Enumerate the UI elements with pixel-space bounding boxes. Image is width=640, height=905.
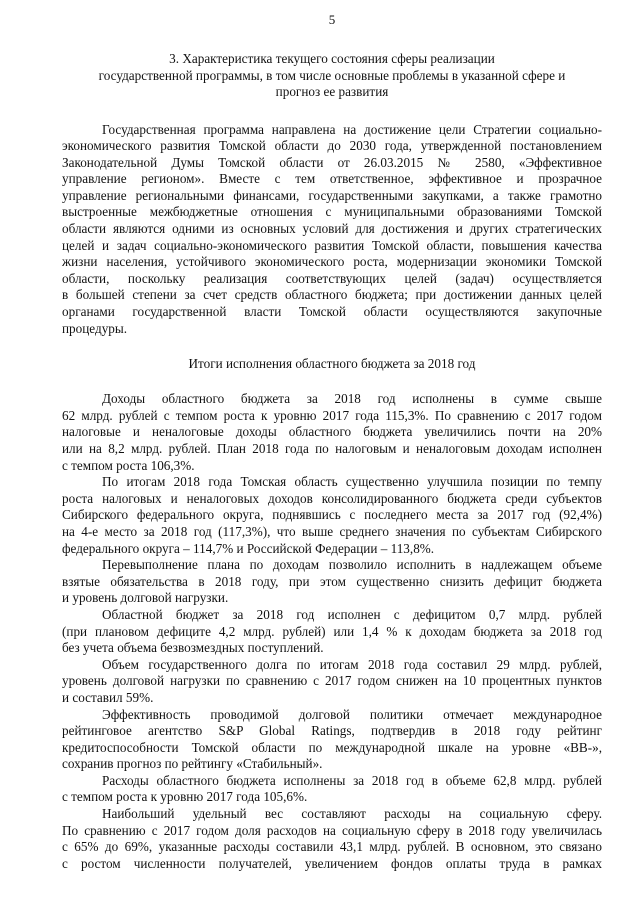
text-line: области являются одними из основных условий для достижения и других стратегических — [62, 221, 602, 237]
paragraph-debt — [62, 657, 602, 707]
text-line: с 65% до 69%, указанные расходы составили 43,1 млрд. рублей. В основном, это связано — [62, 839, 602, 855]
document-page — [62, 0, 602, 872]
section-heading-line: 3. Характеристика текущего состояния сферы реализации — [169, 51, 495, 66]
text-line: Сибирского федерального округа, поднявшись с последнего места за 2017 год (92,4%) — [62, 507, 602, 523]
text-line: жизни населения, устойчивого экономического роста, модернизации экономики Томской — [62, 254, 602, 270]
text-line: и уровень долговой нагрузки. — [62, 590, 229, 606]
text-line: Объем государственного долга по итогам 2018 года составил 29 млрд. рублей, — [102, 656, 602, 672]
text-line: 62 млрд. рублей с темпом роста к уровню 2017 года 115,3%. По сравнению с 2017 годом — [62, 407, 602, 423]
text-line: в большей степени за счет средств областного бюджета; при достижении данных целей — [62, 287, 602, 303]
text-line: с темпом роста к уровню 2017 года 105,6%. — [62, 789, 308, 805]
text-line: Расходы областного бюджета исполнены за 2018 год в объеме 62,8 млрд. рублей — [102, 772, 602, 788]
text-line: экономического развития Томской области до 2030 года, утвержденной постановлением — [62, 138, 602, 154]
text-line: на 4-е место за 2018 год (117,3%), что выше среднего значения по субъектам Сибирского — [62, 523, 602, 539]
text-line: рейтинговое агентство S&P Global Ratings, подтвердив в 2018 году рейтинг — [62, 723, 602, 739]
text-line: налоговые и неналоговые доходы областного бюджета увеличились почти на 20% — [62, 424, 602, 440]
text-line: По сравнению с 2017 годом доля расходов на социальную сферу в 2018 году увеличилась — [62, 822, 602, 838]
text-line: роста налоговых и неналоговых доходов консолидированного бюджета среди субъектов — [62, 490, 602, 506]
page-number: 5 — [328, 12, 336, 27]
text-line: управление региональными финансами, государственными закупками, а также грамотно — [62, 187, 602, 203]
text-line: Доходы областного бюджета за 2018 год исполнены в сумме свыше — [102, 391, 602, 407]
paragraph-overfulfillment — [62, 557, 602, 607]
text-line: кредитоспособности Томской области по международной шкале на уровне «ВВ-», — [62, 739, 602, 755]
text-line: По итогам 2018 года Томская область существенно улучшила позиции по темпу — [102, 474, 602, 490]
text-line: Перевыполнение плана по доходам позволило исполнить в надлежащем объеме — [102, 557, 602, 573]
text-line: (при плановом дефиците 4,2 млрд. рублей) или 1,4 % к доходам бюджета за 2018 год — [62, 623, 602, 639]
budget-results-subheading: Итоги исполнения областного бюджета за 2018 год — [188, 356, 476, 372]
section-heading — [62, 51, 602, 101]
section-heading-line: государственной программы, в том числе основные проблемы в указанной сфере и — [98, 67, 566, 83]
paragraph-expenses — [62, 773, 602, 806]
text-line: Наибольший удельный вес составляют расходы на социальную сферу. — [102, 806, 602, 822]
text-line: взятые обязательства в 2018 году, при этом существенно снизить дефицит бюджета — [62, 573, 602, 589]
text-line: Государственная программа направлена на достижение цели Стратегии социально- — [102, 121, 602, 137]
text-line: целей и задач социально-экономического развития Томской области, повышения качества — [62, 237, 602, 253]
text-line: сохранив прогноз по рейтингу «Стабильный». — [62, 756, 323, 772]
text-line: процедуры. — [62, 320, 128, 336]
paragraph-rating — [62, 707, 602, 773]
paragraph-deficit — [62, 607, 602, 657]
text-line: Областной бюджет за 2018 год исполнен с дефицитом 0,7 млрд. рублей — [102, 606, 602, 622]
text-line: или на 8,2 млрд. рублей. План 2018 года по налоговым и неналоговым доходам исполнен — [62, 441, 602, 456]
text-line: Эффективность проводимой долговой политики отмечает международное — [102, 706, 602, 722]
text-line: уровень долговой нагрузки по сравнению с 2017 годом снижен на 10 процентных пунктов — [62, 673, 602, 689]
section-heading-line: прогноз ее развития — [275, 84, 389, 99]
text-line: управление регионом». Вместе с тем ответственное, эффективное и прозрачное — [62, 171, 602, 187]
paragraph-social-sphere — [62, 806, 602, 872]
text-line: Законодательной Думы Томской области от 26.03.2015 № 2580, «Эффективное — [62, 154, 602, 170]
text-line: и составил 59%. — [62, 689, 154, 705]
text-line: без учета объема безвозмездных поступлений. — [62, 640, 324, 656]
text-line: с ростом численности получателей, увеличением фондов оплаты труда в рамках — [62, 855, 602, 871]
text-line: органами государственной власти Томской области осуществляются закупочные — [62, 304, 602, 320]
paragraph-revenue — [62, 391, 602, 474]
paragraph-ranking — [62, 474, 602, 557]
text-line: федерального округа – 114,7% и Российской Федерации – 113,8%. — [62, 540, 435, 556]
intro-paragraph — [62, 122, 602, 338]
text-line: выстроенные межбюджетные отношения с муниципальными образованиями Томской — [62, 204, 602, 220]
text-line: области, поскольку реализация соответствующих целей (задач) осуществляется — [62, 270, 602, 286]
text-line: с темпом роста 106,3%. — [62, 457, 195, 473]
